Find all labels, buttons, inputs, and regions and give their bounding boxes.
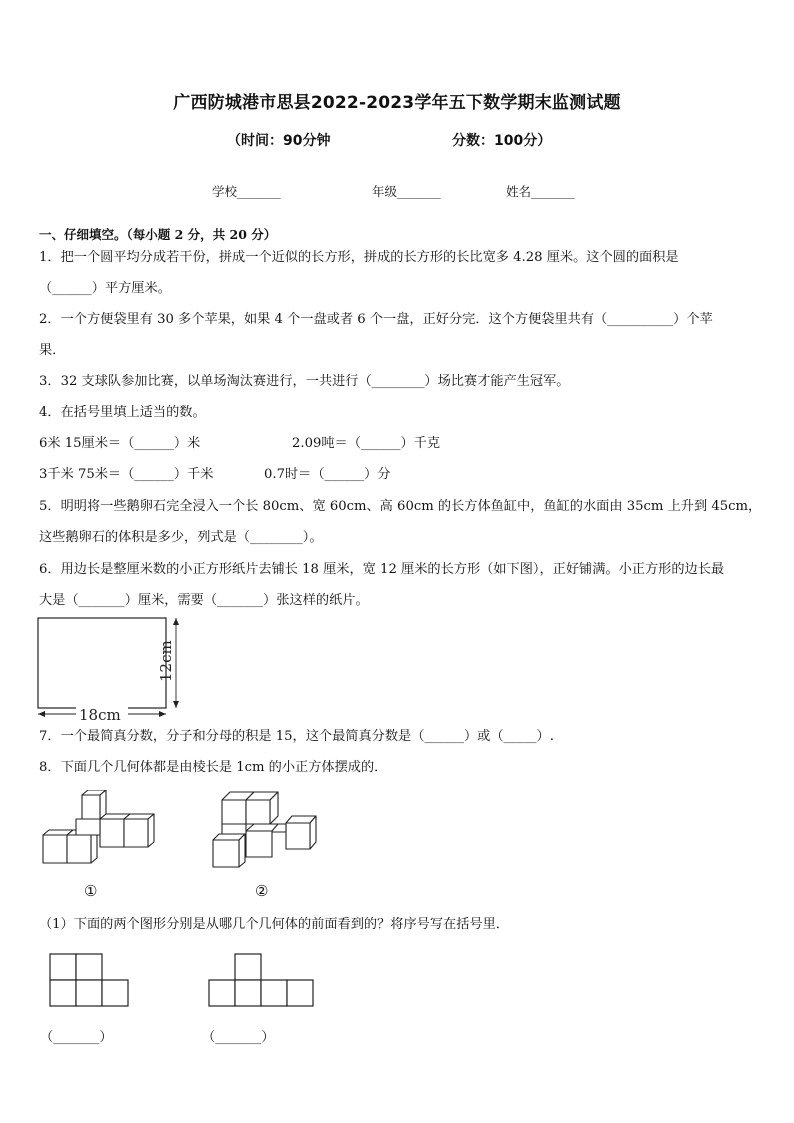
question-2-line-2: 果． xyxy=(39,343,66,358)
question-4-d: 0.7时＝（______）分 xyxy=(264,467,391,482)
height-label: 12cm xyxy=(157,640,175,682)
question-6-line-1: 6．用边长是整厘米数的小正方形纸片去铺长 18 厘米，宽 12 厘米的长方形（如下图），正好铺满。小正方形的边长最 xyxy=(39,562,725,577)
figure-1-label: ① xyxy=(84,882,98,900)
question-8: 8．下面几个几何体都是由棱长是 1cm 的小正方体摆成的． xyxy=(39,760,388,775)
arrow-down-icon xyxy=(173,701,179,708)
question-1-line-1: 1．把一个圆平均分成若干份，拼成一个近似的长方形，拼成的长方形的长比宽多 4.28 厘米。这个圆的面积是 xyxy=(39,250,679,265)
section-heading: 一、仔细填空。（每小题 2 分，共 20 分） xyxy=(39,227,277,242)
school-field[interactable]: 学校_______ xyxy=(212,184,281,199)
answer-blank-2[interactable]: （_______） xyxy=(202,1030,275,1045)
question-1-line-2: （______）平方厘米。 xyxy=(39,281,171,296)
arrow-left-icon xyxy=(38,711,45,717)
figure-2-label: ② xyxy=(255,882,269,900)
arrow-up-icon xyxy=(173,618,179,625)
question-4-a: 6米 15厘米＝（______）米 xyxy=(39,436,201,451)
question-5-line-2: 这些鹅卵石的体积是多少，列式是（________）。 xyxy=(39,530,323,545)
question-8-sub-1: （1）下面的两个图形分别是从哪几个几何体的前面看到的？将序号写在括号里． xyxy=(39,917,509,932)
rectangle-figure xyxy=(30,612,190,724)
rectangle-shape xyxy=(38,618,166,708)
cube-figure-2 xyxy=(208,790,320,870)
width-label: 18cm xyxy=(79,706,121,724)
cube-figure-1 xyxy=(36,790,168,866)
question-3: 3．32 支球队参加比赛，以单场淘汰赛进行，一共进行（________）场比赛才能产生冠军。 xyxy=(39,374,570,389)
answer-blank-1[interactable]: （_______） xyxy=(40,1030,113,1045)
exam-time: （时间：90分钟 xyxy=(227,133,331,149)
question-7: 7．一个最简真分数，分子和分母的积是 15，这个最简真分数是（______）或（_____）. xyxy=(39,729,554,744)
arrow-right-icon xyxy=(159,711,166,717)
exam-score: 分数：100分） xyxy=(452,133,552,149)
question-4: 4．在括号里填上适当的数。 xyxy=(39,405,206,420)
question-5-line-1: 5．明明将一些鹅卵石完全浸入一个长 80cm、宽 60cm、高 60cm 的长方体鱼缸中，鱼缸的水面由 35cm 上升到 45cm， xyxy=(39,499,762,514)
question-6-line-2: 大是（_______）厘米，需要（_______）张这样的纸片。 xyxy=(39,593,369,608)
front-view-grid-1 xyxy=(48,952,132,1008)
question-4-c: 3千米 75米＝（______）千米 xyxy=(39,467,214,482)
question-4-b: 2.09吨＝（______）千克 xyxy=(292,436,441,451)
cube-front-face xyxy=(82,795,100,819)
page-title: 广西防城港市思县2022-2023学年五下数学期末监测试题 xyxy=(173,93,621,113)
question-2-line-1: 2．一个方便袋里有 30 多个苹果，如果 4 个一盘或者 6 个一盘，正好分完．这个方便袋里共有（__________）个苹 xyxy=(39,312,713,327)
grade-field[interactable]: 年级_______ xyxy=(372,184,441,199)
name-field[interactable]: 姓名_______ xyxy=(506,184,575,199)
front-view-grid-2 xyxy=(207,952,317,1008)
